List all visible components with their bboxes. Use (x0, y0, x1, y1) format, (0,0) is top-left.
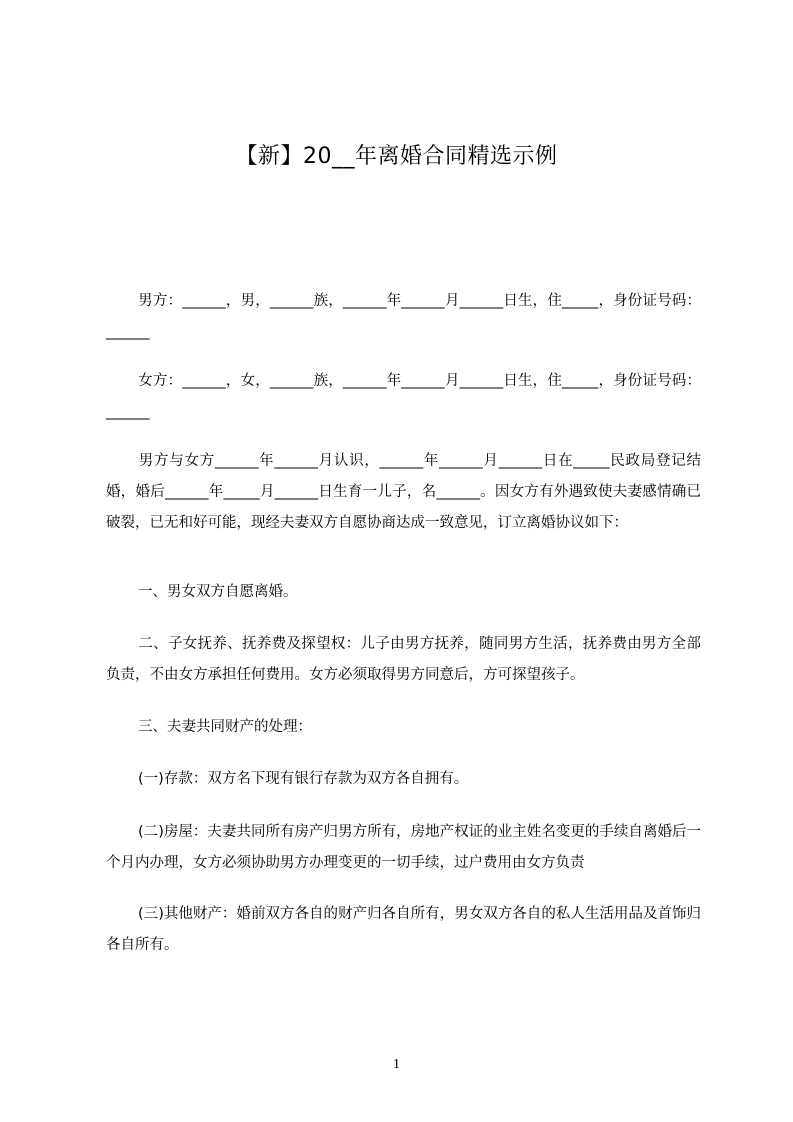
paragraph-text: 二、子女抚养、抚养费及探望权：儿子由男方抚养，随同男方生活，抚养费由男方全部负责，不由女方承担任何费用。女方必须取得男方同意后，方可探望孩子。 (106, 636, 701, 683)
clause-joint-property (106, 712, 701, 743)
page-number: 1 (393, 1057, 400, 1072)
clause-savings (106, 764, 701, 795)
paragraph-text: (三)其他财产：婚前双方各自的财产归各自所有，男女双方各自的私人生活用品及首饰归各自所有。 (106, 906, 701, 953)
paragraph-text: 男方与女方______年______月认识，______年______月______日在_____民政局登记结婚，婚后______年_____月______日生育一儿子，名______。因女方有外遇致使夫妻感情确已破裂，已无和好可能，现经夫妻双方自愿协商达成一致意见，订立离婚协议如下： (106, 453, 701, 531)
paragraph-text: 女方：______，女，______族，______年______月______日生，住_____，身份证号码：______ (106, 373, 701, 420)
paragraph-text: (二)房屋：夫妻共同所有房产归男方所有，房地产权证的业主姓名变更的手续自离婚后一个月内办理，女方必须协助男方办理变更的一切手续，过户费用由女方负责 (106, 824, 701, 871)
paragraph-text: 男方：______，男，______族，______年______月______日生，住_____，身份证号码：______ (106, 293, 701, 340)
paragraph-text: 一、男女双方自愿离婚。 (138, 584, 298, 600)
paragraph-text: (一)存款：双方名下现有银行存款为双方各自拥有。 (138, 771, 469, 787)
paragraph-text: 三、夫妻共同财产的处理： (138, 719, 312, 735)
paragraph-marriage-history (106, 446, 701, 539)
clause-house (106, 817, 701, 879)
paragraph-male-party (106, 286, 701, 348)
clause-divorce (106, 577, 701, 608)
clause-child-custody (106, 629, 701, 691)
paragraph-female-party (106, 366, 701, 428)
clause-other-property (106, 899, 701, 961)
document-title: 【新】20__年离婚合同精选示例 (235, 144, 558, 169)
